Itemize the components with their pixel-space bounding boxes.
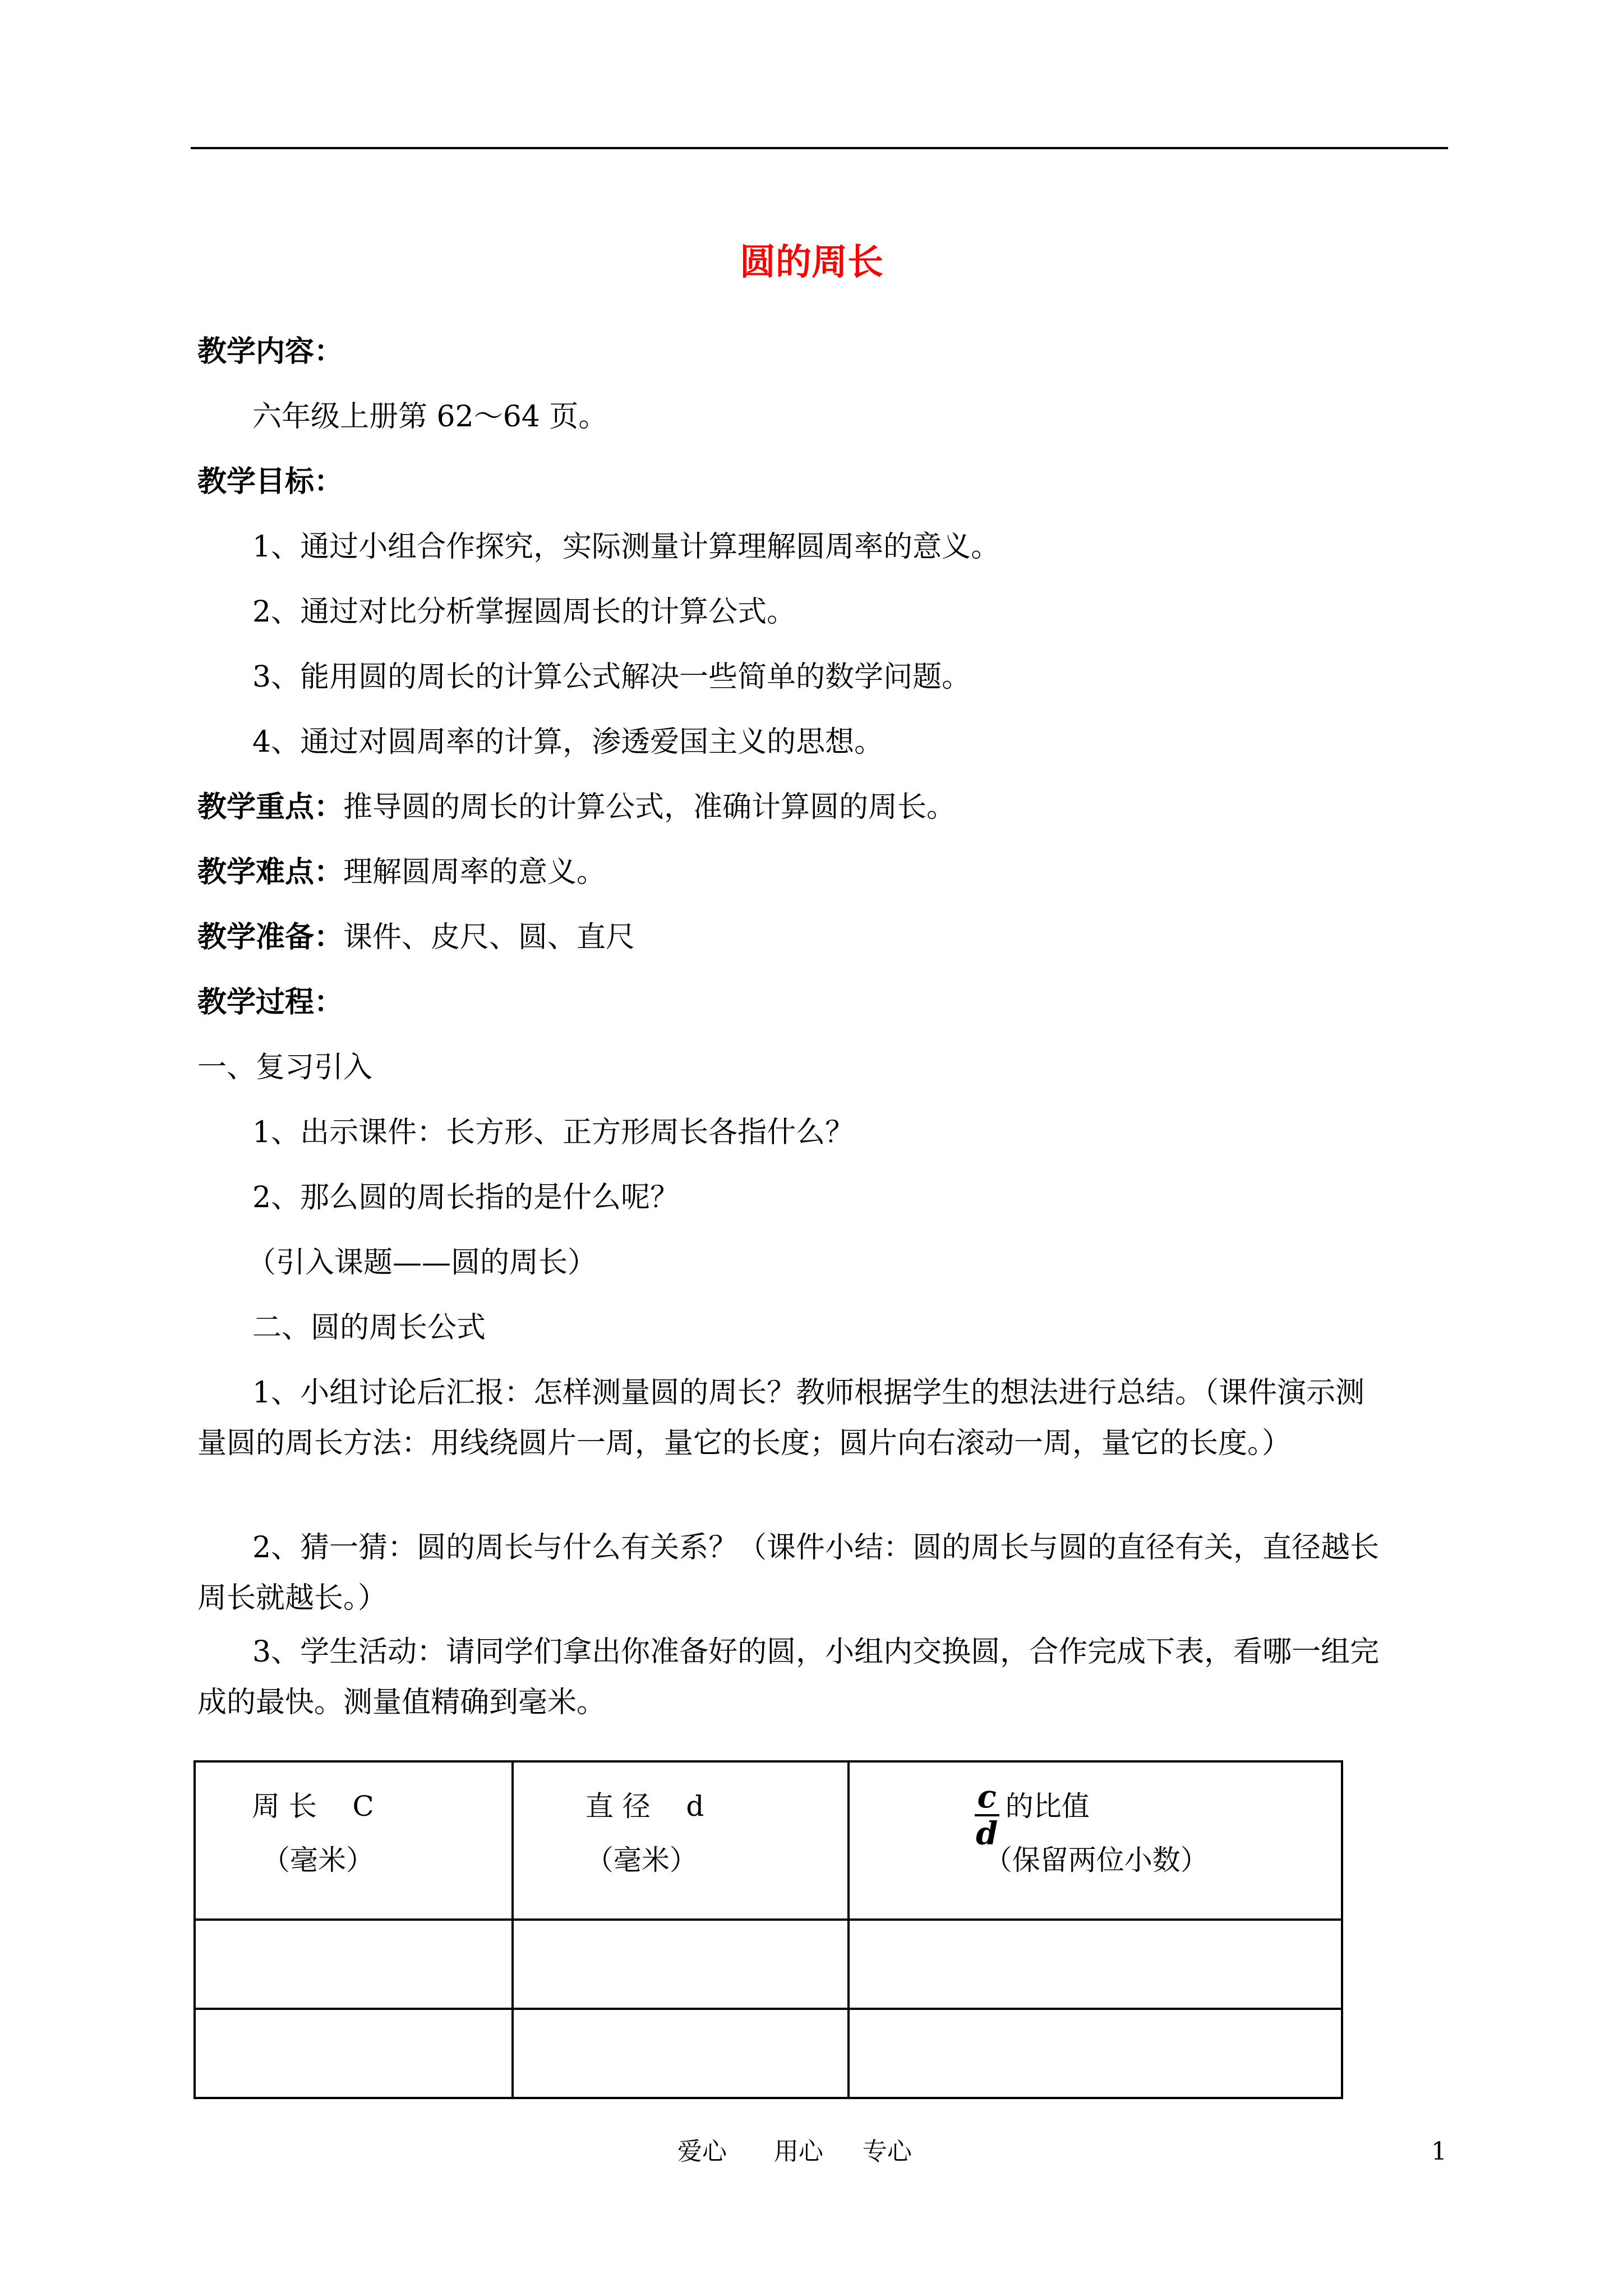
measurement-table — [193, 1760, 1343, 2099]
header-cell-ratio — [849, 1761, 1342, 1920]
review-item: 1、出示课件：长方形、正方形周长各指什么？ — [252, 1116, 855, 1149]
section-heading: 二、圆的周长公式 — [252, 1311, 486, 1345]
footer-motto: 爱心 用心 专心 — [677, 2137, 912, 2166]
difficulty-text: 理解圆周率的意义。 — [343, 855, 606, 889]
table-row — [195, 1920, 1342, 2009]
difficulty-label: 教学难点： — [197, 855, 344, 889]
table-cell[interactable] — [195, 1920, 513, 2009]
objective-item: 2、通过对比分析掌握圆周长的计算公式。 — [252, 595, 796, 629]
key-text: 推导圆的周长的计算公式，准确计算圆的周长。 — [343, 790, 956, 824]
section-heading: 一、复习引入 — [197, 1051, 373, 1084]
fraction-numerator: c — [977, 1778, 997, 1815]
table-header-row — [195, 1761, 1342, 1920]
table-row — [195, 2009, 1342, 2098]
paragraph: 1、小组讨论后汇报：怎样测量圆的周长？教师根据学生的想法进行总结。（课件演示测量圆的周长方法：用线绕圆片一周，量它的长度；圆片向右滚动一周，量它的长度。） — [197, 1376, 1365, 1460]
table-cell[interactable] — [513, 2009, 849, 2098]
objective-item: 3、能用圆的周长的计算公式解决一些简单的数学问题。 — [252, 660, 971, 694]
review-item: （引入课题——圆的周长） — [247, 1246, 597, 1280]
content-label: 教学内容： — [197, 334, 344, 369]
content-text: 六年级上册第 62～64 页。 — [252, 400, 608, 434]
paragraph: 3、学生活动：请同学们拿出你准备好的圆，小组内交换圆，合作完成下表，看哪一组完成的最快。测量值精确到毫米。 — [197, 1635, 1380, 1719]
prep-label: 教学准备： — [197, 920, 344, 954]
key-point-line — [197, 782, 956, 832]
table-cell[interactable] — [849, 1920, 1342, 2009]
table-cell[interactable] — [849, 2009, 1342, 2098]
objective-item: 4、通过对圆周率的计算，渗透爱国主义的思想。 — [252, 725, 884, 759]
difficulty-line — [197, 847, 606, 898]
objective-item: 1、通过小组合作探究，实际测量计算理解圆周率的意义。 — [252, 530, 1000, 564]
paragraph: 2、猜一猜：圆的周长与什么有关系？（课件小结：圆的周长与圆的直径有关，直径越长周长就越长。） — [197, 1531, 1380, 1615]
header-unit: （毫米） — [262, 1844, 374, 1876]
header-ratio-note: （保留两位小数） — [984, 1844, 1209, 1876]
page-title: 圆的周长 — [740, 241, 883, 283]
key-label: 教学重点： — [197, 790, 344, 824]
table-cell[interactable] — [513, 1920, 849, 2009]
process-label: 教学过程： — [197, 985, 344, 1019]
prep-line — [197, 912, 635, 963]
header-diameter: 直 径 d — [585, 1790, 704, 1823]
page-number: 1 — [1431, 2137, 1447, 2166]
table-cell[interactable] — [195, 2009, 513, 2098]
prep-text: 课件、皮尺、圆、直尺 — [343, 921, 635, 954]
header-circumference: 周 长 C — [252, 1790, 374, 1823]
header-unit: （毫米） — [585, 1844, 698, 1876]
header-cell-diameter — [513, 1761, 849, 1920]
objectives-label: 教学目标： — [197, 464, 344, 499]
fraction-denominator: d — [976, 1815, 998, 1852]
header-ratio: 的比值 — [1005, 1790, 1090, 1823]
review-item: 2、那么圆的周长指的是什么呢？ — [252, 1181, 680, 1214]
header-rule — [191, 147, 1448, 149]
header-cell-circumference — [195, 1761, 513, 1920]
